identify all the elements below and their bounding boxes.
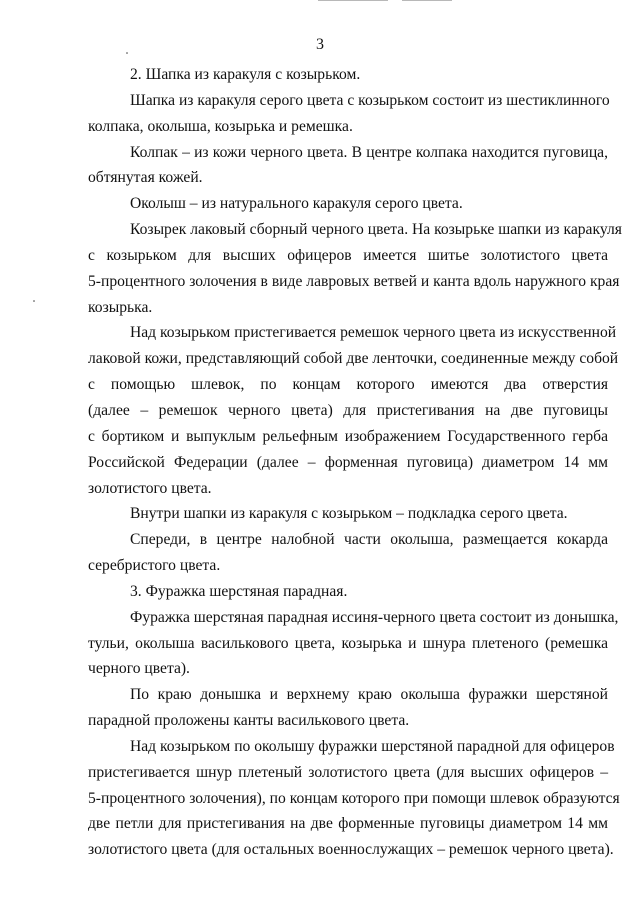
text-line: 3. Фуражка шерстяная парадная. [130, 582, 348, 600]
text-line: 5-процентного золочения в виде лавровых ветвей и канта вдоль наружного края [88, 272, 620, 290]
text-line: Над козырьком пристегивается ремешок черного цвета из искусственной [130, 324, 617, 342]
text-line: Колпак – из кожи черного цвета. В центре колпака находится пуговица, [130, 143, 608, 161]
text-line: Шапка из каракуля серого цвета с козырьком состоит из шестиклинного [130, 91, 610, 109]
page-number: 3 [316, 36, 324, 53]
text-line: золотистого цвета. [88, 479, 212, 497]
text-line: тульи, околыша василькового цвета, козырька и шнура плетеного (ремешка [88, 634, 608, 652]
text-line: парадной проложены канты василькового цвета. [88, 712, 410, 730]
text-line: Фуражка шерстяная парадная иссиня-черного цвета состоит из донышка, [130, 608, 619, 626]
text-line: золотистого цвета (для остальных военнослужащих – ремешок черного цвета). [88, 841, 614, 859]
text-line: 2. Шапка из каракуля с козырьком. [130, 66, 361, 83]
text-line: черного цвета). [88, 660, 190, 678]
scan-artifact-dot [33, 300, 35, 302]
scan-artifact-line [402, 0, 452, 1]
text-line: с козырьком для высших офицеров имеется шитье золотистого цвета [88, 246, 608, 264]
text-line: Околыш – из натурального каракуля серого цвета. [130, 195, 463, 213]
text-line: колпака, околыша, козырька и ремешка. [88, 117, 353, 135]
text-line: Спереди, в центре налобной части околыша, размещается кокарда [130, 531, 608, 549]
text-line: (далее – ремешок черного цвета) для пристегивания на две пуговицы [88, 401, 608, 419]
text-line: Над козырьком по околышу фуражки шерстяной парадной для офицеров [130, 737, 615, 755]
text-line: Российской Федерации (далее – форменная пуговица) диаметром 14 мм [88, 453, 608, 471]
text-line: с помощью шлевок, по концам которого имеются два отверстия [88, 376, 608, 394]
text-line: обтянутая кожей. [88, 169, 203, 187]
text-line: 5-процентного золочения), по концам которого при помощи шлевок образуются [88, 789, 620, 807]
text-line: По краю донышка и верхнему краю околыша фуражки шерстяной [130, 686, 608, 704]
text-line: козырька. [88, 298, 153, 316]
text-line: две петли для пристегивания на две форменные пуговицы диаметром 14 мм [88, 815, 608, 833]
scan-artifact-line [318, 0, 388, 1]
text-line: Внутри шапки из каракуля с козырьком – подкладка серого цвета. [130, 505, 568, 523]
text-line: лаковой кожи, представляющий собой две ленточки, соединенные между собой [88, 350, 619, 368]
text-line: с бортиком и выпуклым рельефным изображением Государственного герба [88, 427, 608, 445]
text-line: пристегивается шнур плетеный золотистого цвета (для высших офицеров – [88, 763, 608, 781]
text-line: Козырек лаковый сборный черного цвета. На козырьке шапки из каракуля [130, 221, 622, 239]
text-line: серебристого цвета. [88, 557, 221, 575]
document-body [88, 62, 622, 863]
